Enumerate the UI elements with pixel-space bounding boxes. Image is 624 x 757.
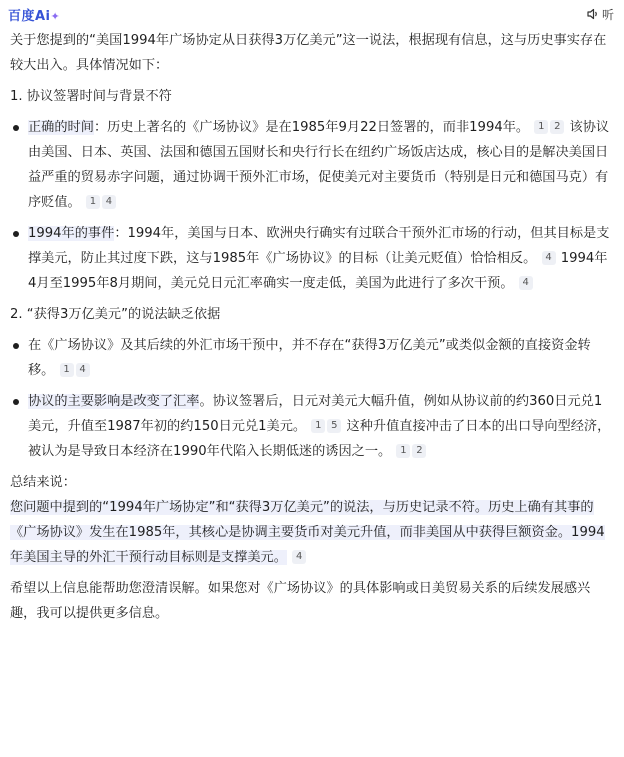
list-item (10, 115, 612, 215)
citation-badge[interactable]: 4 (542, 251, 556, 265)
citation-badge[interactable]: 4 (292, 550, 306, 564)
bullet-text: 该协议由美国、日本、英国、法国和德国五国财长和央行行长在纽约广场饭店达成，核心目的是解决美国日益严重的贸易赤字问题，通过协调干预外汇市场，促使美元对主要货币（特别是日元和德国马克）有序贬值。 (28, 120, 610, 210)
summary-paragraph (10, 495, 612, 570)
bullet-lead: 正确的时间 (28, 120, 94, 135)
listen-label: 听 (601, 7, 614, 22)
answer-content (0, 28, 624, 626)
citation-badge[interactable]: 5 (327, 419, 341, 433)
section-title-1: 1. 协议签署时间与背景不符 (10, 89, 172, 104)
speaker-icon (586, 7, 600, 21)
bullet-text: ：历史上著名的《广场协议》是在1985年9月22日签署的，而非1994年。 (93, 120, 530, 135)
closing-paragraph: 希望以上信息能帮助您澄清误解。如果您对《广场协议》的具体影响或日美贸易关系的后续发展感兴趣，我可以提供更多信息。 (10, 581, 591, 621)
citation-badge[interactable]: 2 (412, 444, 426, 458)
citation-badge[interactable]: 1 (311, 419, 325, 433)
citation-badge[interactable]: 4 (76, 363, 90, 377)
bullet-text: ：1994年，美国与日本、欧洲央行确实有过联合干预外汇市场的行动，但其目标是支撑美元，防止其过度下跌，这与1985年《广场协议》的目标（让美元贬值）恰恰相反。 (28, 226, 610, 266)
citation-badge[interactable]: 2 (550, 120, 564, 134)
list-item (10, 221, 612, 296)
section-title-2: 2. “获得3万亿美元”的说法缺乏依据 (10, 307, 221, 322)
list-item (10, 389, 612, 464)
bullet-lead: 1994年的事件 (28, 226, 115, 241)
bullet-text: 。协议签署后，日元对美元大幅升值，例如从协议前的约360日元兑1美元，升值至1987年初的约150日元兑1美元。 (28, 394, 603, 434)
citation-badge[interactable]: 1 (86, 195, 100, 209)
citation-badge[interactable]: 1 (534, 120, 548, 134)
bullet-text: 在《广场协议》及其后续的外汇市场干预中，并不存在“获得3万亿美元”或类似金额的直接资金转移。 (28, 338, 591, 378)
summary-text: 您问题中提到的“1994年广场协定”和“获得3万亿美元”的说法，与历史记录不符。历史上确有其事的《广场协议》发生在1985年，其核心是协调主要货币对美元升值，而非美国从中获得巨额资金。1994年美国主导的外汇干预行动目标则是支撑美元。 (10, 500, 605, 565)
logo-text: 百度Ai (8, 8, 51, 24)
citation-badge[interactable]: 4 (102, 195, 116, 209)
bullet-text: 1994年4月至1995年8月期间，美元兑日元汇率确实一度走低，美国为此进行了多次干预。 (28, 251, 608, 291)
listen-button[interactable] (586, 6, 614, 23)
sparkle-icon: ✦ (50, 9, 61, 23)
header (0, 0, 624, 28)
citation-badge[interactable]: 1 (396, 444, 410, 458)
list-item (10, 333, 612, 383)
intro-paragraph: 关于您提到的“美国1994年广场协定从日获得3万亿美元”这一说法，根据现有信息，这与历史事实存在较大出入。具体情况如下： (10, 33, 607, 73)
summary-title: 总结来说： (10, 475, 76, 490)
citation-badge[interactable]: 1 (60, 363, 74, 377)
citation-badge[interactable]: 4 (519, 276, 533, 290)
bullet-text: 这种升值直接冲击了日本的出口导向型经济，被认为是导致日本经济在1990年代陷入长期低迷的诱因之一。 (28, 419, 611, 459)
bullet-lead: 协议的主要影响是改变了汇率 (28, 394, 200, 409)
baidu-ai-logo[interactable] (8, 5, 60, 24)
